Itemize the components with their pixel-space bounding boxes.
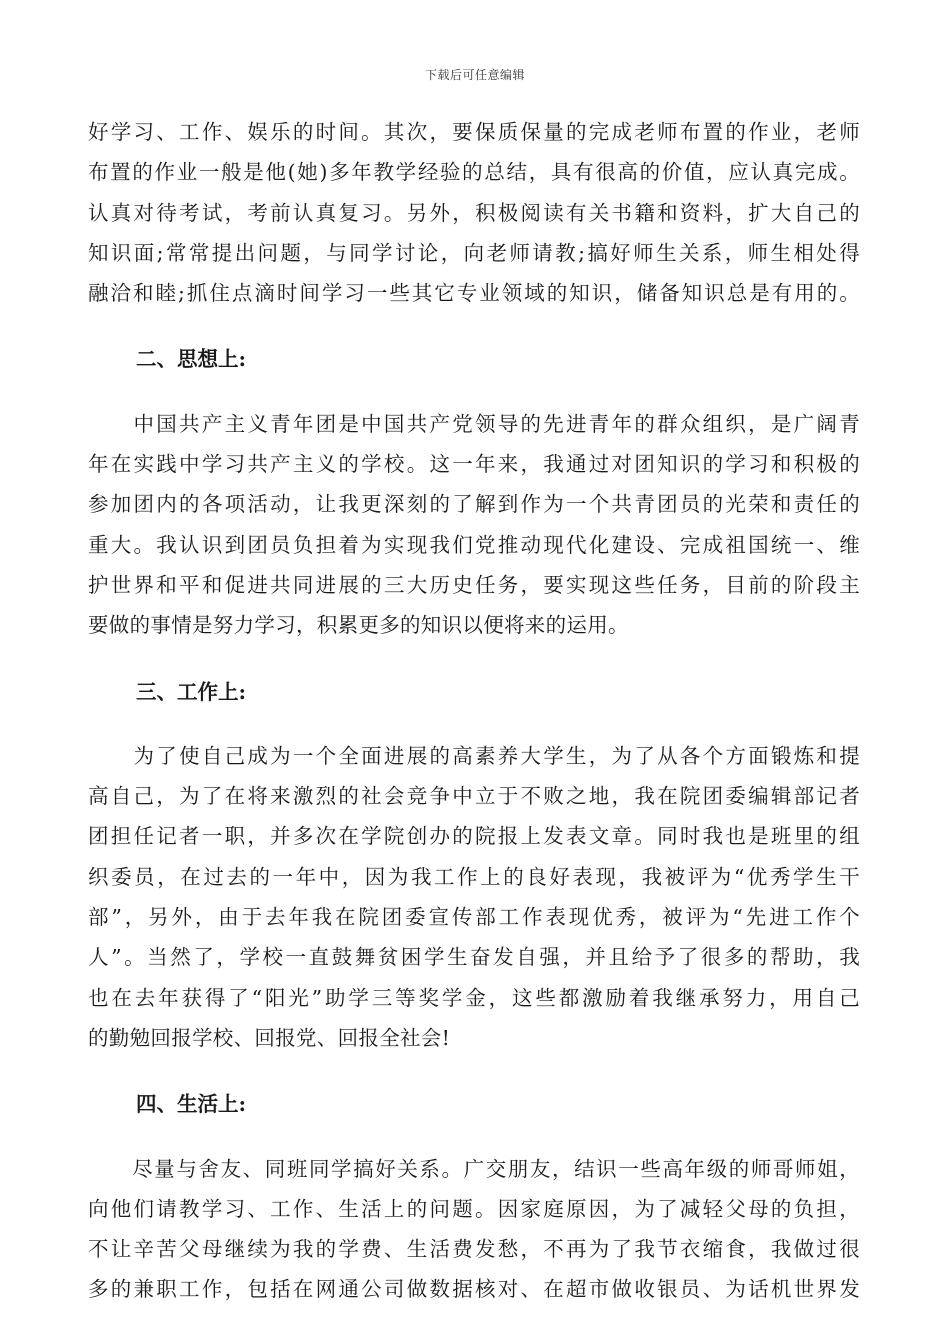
text-line: 要做的事情是努力学习，积累更多的知识以便将来的运用。 <box>88 613 629 638</box>
text-line: 人”。当然了，学校一直鼓舞贫困学生奋发自强，并且给予了很多的帮助，我 <box>88 945 860 970</box>
paragraph-continuation <box>88 112 860 313</box>
text-line: 布置的作业一般是他(她)多年教学经验的总结，具有很高的价值，应认真完成。 <box>88 160 860 185</box>
text-line: 中国共产主义青年团是中国共产党领导的先进青年的群众组织，是广阔青 <box>88 411 860 436</box>
text-line: 年在实践中学习共产主义的学校。这一年来，我通过对团知识的学习和积极的 <box>88 452 860 477</box>
section-heading-life: 四、生活上: <box>136 1092 247 1117</box>
text-line: 融洽和睦;抓住点滴时间学习一些其它专业领域的知识，储备知识总是有用的。 <box>88 281 860 306</box>
text-line: 部”，另外，由于去年我在院团委宣传部工作表现优秀，被评为“先进工作个 <box>88 905 860 930</box>
text-line: 也在去年获得了“阳光”助学三等奖学金，这些都激励着我继承努力，用自己 <box>88 985 860 1010</box>
paragraph-work <box>88 736 860 1058</box>
section-heading-thought: 二、思想上: <box>136 347 247 372</box>
paragraph-life <box>88 1149 860 1310</box>
section-heading-work: 三、工作上: <box>136 679 247 704</box>
text-line: 多的兼职工作，包括在网通公司做数据核对、在超市做收银员、为话机世界发 <box>88 1277 860 1302</box>
text-line: 认真对待考试，考前认真复习。另外，积极阅读有关书籍和资料，扩大自己的 <box>88 200 860 225</box>
text-line: 的勤勉回报学校、回报党、回报全社会! <box>88 1025 451 1050</box>
text-line: 知识面;常常提出问题，与同学讨论，向老师请教;搞好师生关系，师生相处得 <box>88 240 860 265</box>
text-line: 重大。我认识到团员负担着为实现我们党推动现代化建设、完成祖国统一、维 <box>88 532 860 557</box>
text-line: 高自己，为了在将来激烈的社会竞争中立于不败之地，我在院团委编辑部记者 <box>88 784 860 809</box>
text-line: 向他们请教学习、工作、生活上的问题。因家庭原因，为了减轻父母的负担， <box>88 1196 860 1221</box>
text-line: 护世界和平和促进共同进展的三大历史任务，要实现这些任务，目前的阶段主 <box>88 572 860 597</box>
page-header: 下载后可任意编辑 <box>424 68 525 82</box>
text-line: 不让辛苦父母继续为我的学费、生活费发愁，不再为了我节衣缩食，我做过很 <box>88 1237 860 1262</box>
text-line: 尽量与舍友、同班同学搞好关系。广交朋友，结识一些高年级的师哥师姐， <box>88 1156 860 1181</box>
text-line: 织委员，在过去的一年中，因为我工作上的良好表现，我被评为“优秀学生干 <box>88 864 860 889</box>
text-line: 团担任记者一职，并多次在学院创办的院报上发表文章。同时我也是班里的组 <box>88 824 860 849</box>
document-body <box>88 112 860 1310</box>
paragraph-thought <box>88 404 860 646</box>
text-line: 好学习、工作、娱乐的时间。其次，要保质保量的完成老师布置的作业，老师 <box>88 120 860 144</box>
text-line: 为了使自己成为一个全面进展的高素养大学生，为了从各个方面锻炼和提 <box>88 743 860 768</box>
text-line: 参加团内的各项活动，让我更深刻的了解到作为一个共青团员的光荣和责任的 <box>88 492 860 517</box>
